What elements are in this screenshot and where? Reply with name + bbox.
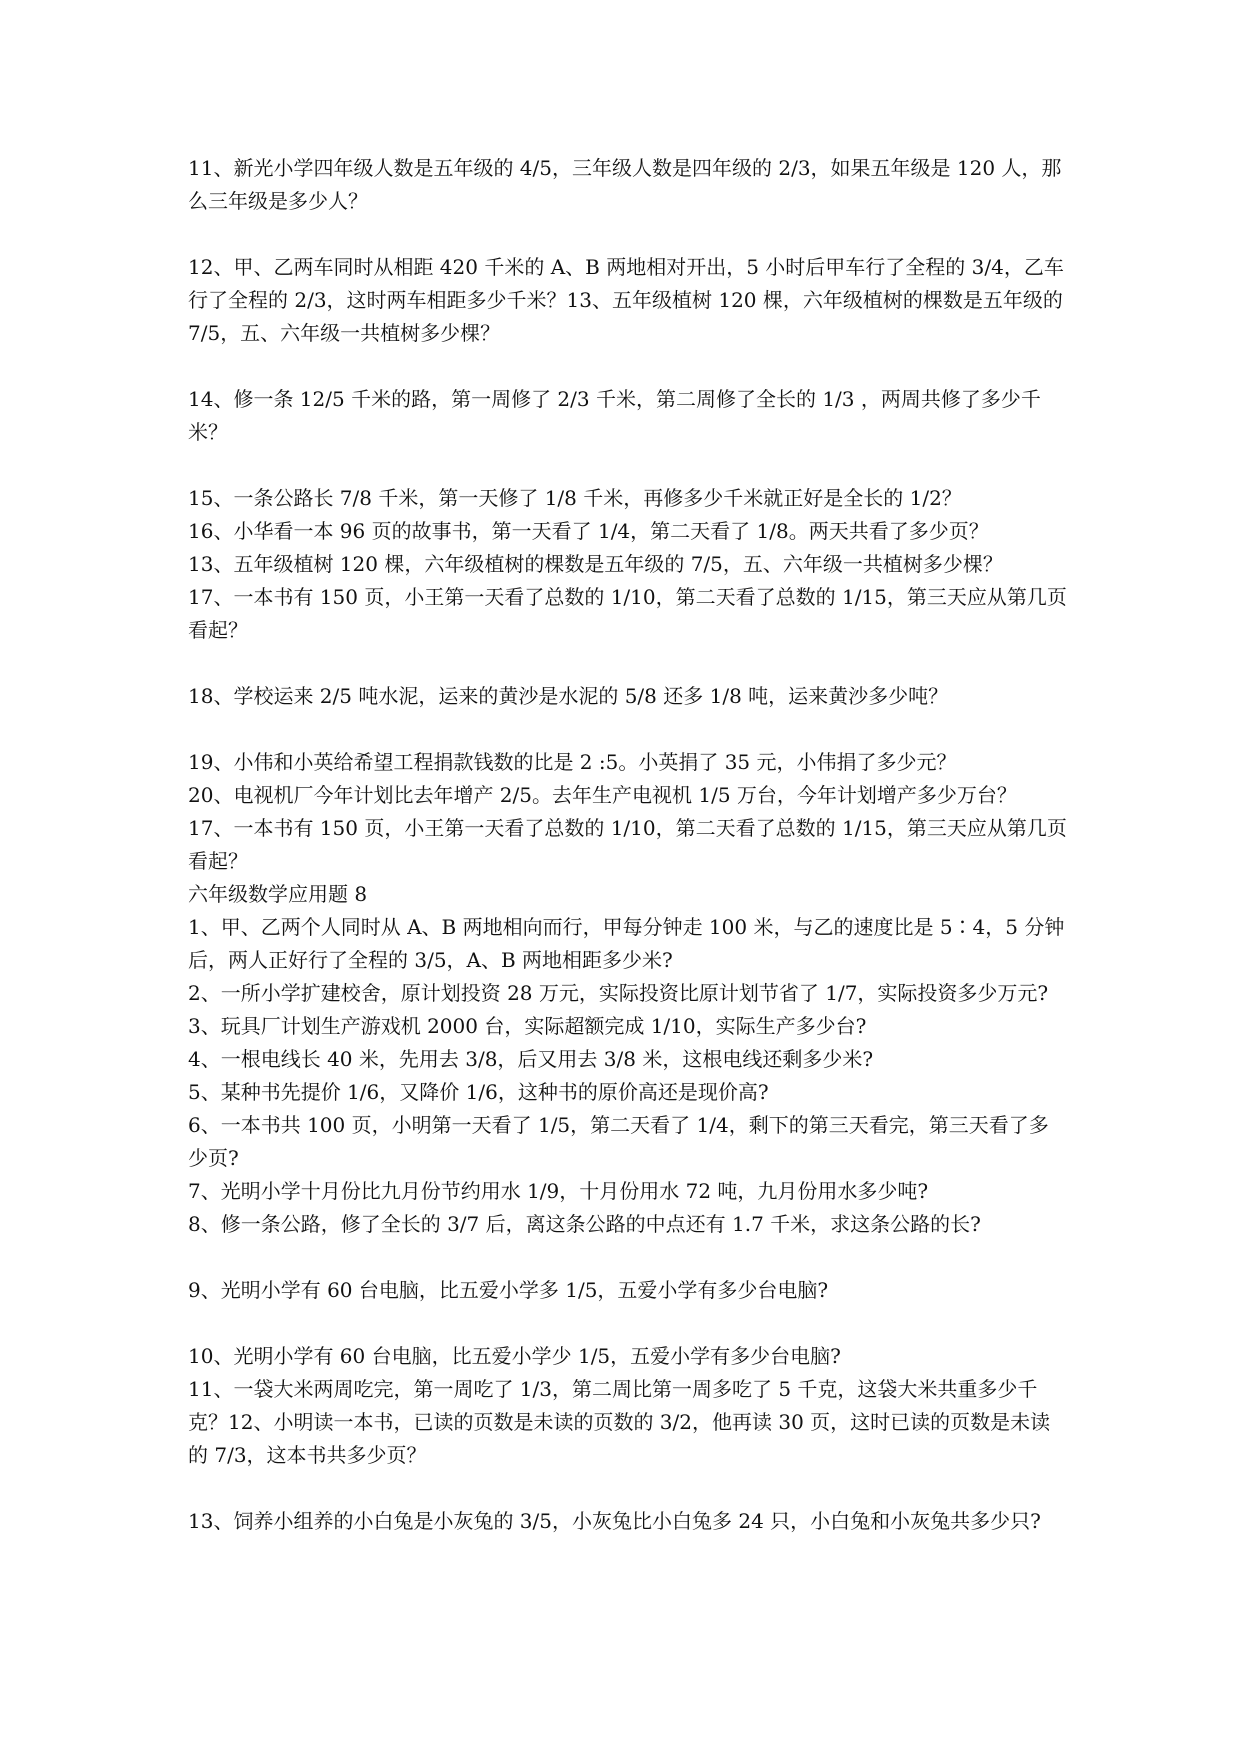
blank-line: [188, 218, 1068, 251]
problem-paragraph: 11、新光小学四年级人数是五年级的 4/5，三年级人数是四年级的 2/3，如果五年级是 120 人，那么三年级是多少人？: [188, 156, 1062, 213]
problem-paragraph: 13、五年级植树 120 棵，六年级植树的棵数是五年级的 7/5，五、六年级一共植树多少棵？: [188, 552, 1003, 576]
problem-paragraph: 12、甲、乙两车同时从相距 420 千米的 A、B 两地相对开出，5 小时后甲车行了全程的 3/4，乙车行了全程的 2/3，这时两车相距多少千米？13、五年级植树 120 棵，六年级植树的棵数是五年级的 7/5，五、六年级一共植树多少棵？: [188, 255, 1064, 345]
problem-paragraph: 17、一本书有 150 页，小王第一天看了总数的 1/10，第二天看了总数的 1/15，第三天应从第几页看起？: [188, 816, 1067, 873]
problem-paragraph: 8、修一条公路，修了全长的 3/7 后，离这条公路的中点还有 1.7 千米，求这条公路的长?: [188, 1212, 981, 1236]
problem-paragraph: 9、光明小学有 60 台电脑，比五爱小学多 1/5，五爱小学有多少台电脑?: [188, 1278, 829, 1302]
blank-line: [188, 350, 1068, 383]
section-heading: 六年级数学应用题 8: [188, 882, 368, 906]
problem-paragraph: 13、饲养小组养的小白兔是小灰兔的 3/5，小灰兔比小白兔多 24 只，小白兔和小灰兔共多少只?: [188, 1509, 1041, 1533]
problem-paragraph: 17、一本书有 150 页，小王第一天看了总数的 1/10，第二天看了总数的 1/15，第三天应从第几页看起？: [188, 585, 1067, 642]
blank-line: [188, 1307, 1068, 1340]
problem-paragraph: 15、一条公路长 7/8 千米，第一天修了 1/8 千米，再修多少千米就正好是全长的 1/2？: [188, 486, 962, 510]
problem-paragraph: 10、光明小学有 60 台电脑，比五爱小学少 1/5，五爱小学有多少台电脑?: [188, 1344, 841, 1368]
blank-line: [188, 449, 1068, 482]
document-body: [188, 152, 1068, 1538]
problem-paragraph: 11、一袋大米两周吃完，第一周吃了 1/3，第二周比第一周多吃了 5 千克，这袋大米共重多少千克？12、小明读一本书，已读的页数是未读的页数的 3/2，他再读 30 页，这时已读的页数是未读的 7/3，这本书共多少页？: [188, 1377, 1051, 1467]
problem-paragraph: 1、甲、乙两个人同时从 A、B 两地相向而行，甲每分钟走 100 米，与乙的速度比是 5∶4，5 分钟后，两人正好行了全程的 3/5，A、B 两地相距多少米?: [188, 915, 1065, 972]
problem-paragraph: 14、修一条 12/5 千米的路，第一周修了 2/3 千米，第二周修了全长的 1/3 ，两周共修了多少千米？: [188, 387, 1041, 444]
blank-line: [188, 1472, 1068, 1505]
problem-paragraph: 2、一所小学扩建校舍，原计划投资 28 万元，实际投资比原计划节省了 1/7，实际投资多少万元?: [188, 981, 1049, 1005]
problem-paragraph: 5、某种书先提价 1/6，又降价 1/6，这种书的原价高还是现价高?: [188, 1080, 769, 1104]
problem-paragraph: 18、学校运来 2/5 吨水泥，运来的黄沙是水泥的 5/8 还多 1/8 吨，运来黄沙多少吨？: [188, 684, 949, 708]
problem-paragraph: 7、光明小学十月份比九月份节约用水 1/9，十月份用水 72 吨，九月份用水多少吨?: [188, 1179, 929, 1203]
problem-paragraph: 4、一根电线长 40 米，先用去 3/8，后又用去 3/8 米，这根电线还剩多少米?: [188, 1047, 874, 1071]
problem-paragraph: 19、小伟和小英给希望工程捐款钱数的比是 2 :5。小英捐了 35 元，小伟捐了多少元？: [188, 750, 957, 774]
problem-paragraph: 6、一本书共 100 页，小明第一天看了 1/5，第二天看了 1/4，剩下的第三天看完，第三天看了多少页?: [188, 1113, 1049, 1170]
blank-line: [188, 713, 1068, 746]
blank-line: [188, 647, 1068, 680]
problem-paragraph: 20、电视机厂今年计划比去年增产 2/5。去年生产电视机 1/5 万台，今年计划增产多少万台？: [188, 783, 1017, 807]
problem-paragraph: 3、玩具厂计划生产游戏机 2000 台，实际超额完成 1/10，实际生产多少台?: [188, 1014, 867, 1038]
blank-line: [188, 1241, 1068, 1274]
problem-paragraph: 16、小华看一本 96 页的故事书，第一天看了 1/4，第二天看了 1/8。两天共看了多少页？: [188, 519, 989, 543]
